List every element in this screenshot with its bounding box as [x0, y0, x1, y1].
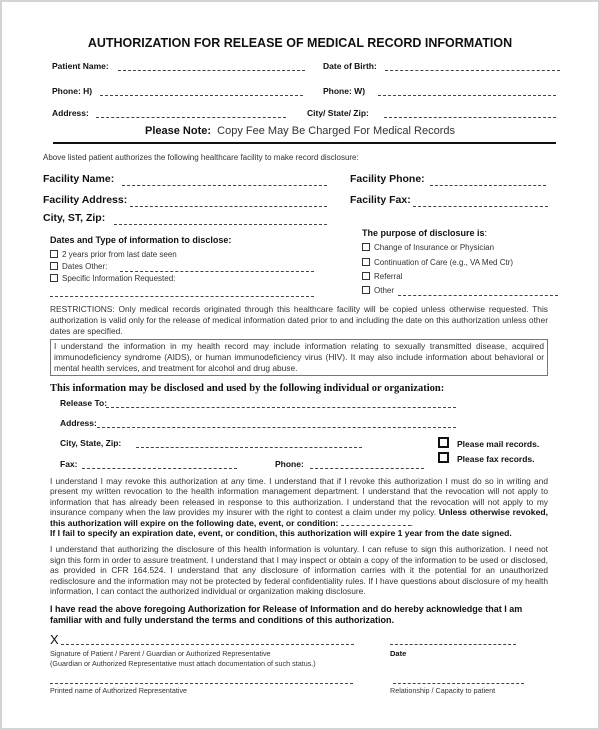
facility-address-label: Facility Address:: [43, 194, 128, 206]
recipient-fax-label: Fax:: [60, 459, 78, 469]
option-label: Please fax records.: [457, 454, 535, 464]
relationship-field[interactable]: [393, 683, 524, 684]
note-bold: Please Note:: [145, 125, 212, 137]
purpose-option-insurance[interactable]: [362, 243, 494, 252]
purpose-other-field[interactable]: [398, 295, 558, 296]
purpose-colon: :: [484, 228, 488, 238]
checkbox-icon[interactable]: [438, 452, 449, 463]
checkbox-icon[interactable]: [50, 274, 58, 282]
signature-x-mark: X: [50, 631, 59, 647]
option-label: Dates Other:: [62, 262, 108, 271]
recipient-address-label: Address:: [60, 418, 97, 428]
signature-section: [50, 630, 548, 696]
phone-work-label: Phone: W): [323, 86, 366, 96]
checkbox-icon[interactable]: [362, 258, 370, 266]
expiration-condition-text: Unless otherwise revoked, this authorization will expire on the following date, event, or condition:: [50, 507, 549, 528]
expiration-field[interactable]: [341, 525, 411, 526]
dob-label: Date of Birth:: [323, 61, 377, 71]
purpose-heading-text: The purpose of disclosure is: [362, 228, 485, 238]
facility-fax-label: Facility Fax:: [350, 194, 411, 206]
patient-name-label: Patient Name:: [52, 61, 109, 71]
city-state-zip-label: City/ State/ Zip:: [307, 108, 369, 118]
dob-field[interactable]: [385, 70, 560, 71]
signature-label: Signature of Patient / Parent / Guardian or Authorized Representative: [50, 648, 271, 658]
recipient-address-field[interactable]: [97, 427, 456, 428]
release-to-field[interactable]: [106, 407, 456, 408]
specific-info-field[interactable]: [50, 296, 314, 297]
mail-records-option[interactable]: [438, 437, 539, 449]
option-label: Please mail records.: [457, 439, 540, 449]
facility-name-field[interactable]: [122, 185, 327, 186]
revocation-text: I understand I may revoke this authorization at any time. I understand that if I revoke this authorization I must do so in writing and present my written revocation to the health information management department. I understand that the revocation will not apply to information that has already been released in response to this authorization. I understand that the revocation will not apply to my insurance company when the law provides my insurer with the right to contest a claim under my policy.: [50, 476, 548, 518]
recipient-city-label: City, State, Zip:: [60, 438, 122, 448]
checkbox-icon[interactable]: [438, 437, 449, 448]
purpose-option-continuation[interactable]: [362, 258, 513, 267]
facility-name-label: Facility Name:: [43, 173, 115, 185]
option-label: 2 years prior from last date seen: [62, 250, 177, 259]
checkbox-icon[interactable]: [362, 286, 370, 294]
relationship-label: Relationship / Capacity to patient: [390, 685, 496, 695]
recipient-fax-field[interactable]: [82, 468, 237, 469]
recipient-heading: This information may be disclosed and used by the following individual or organization:: [50, 383, 445, 394]
option-label: Referral: [374, 272, 403, 281]
date-label: Date: [390, 648, 407, 658]
sensitive-info-notice: I understand the information in my health record may include information relating to sexually transmitted disease, acquired immunodeficiency syndrome (AIDS), or human immunodeficiency virus (HIV). It may also include information about behavioral or mental health services, and treatment for alcohol and drug abuse.: [50, 339, 548, 376]
facility-address-field[interactable]: [130, 206, 327, 207]
printed-name-field[interactable]: [50, 683, 353, 684]
city-state-zip-field[interactable]: [384, 117, 556, 118]
acknowledgement-text: I have read the above foregoing Authorization for Release of Information and do hereby acknowledge that I am familiar with and fully understand the terms and conditions of this authorization.: [50, 603, 523, 625]
release-to-label: Release To:: [60, 398, 108, 408]
form-title: AUTHORIZATION FOR RELEASE OF MEDICAL RECORD INFORMATION: [87, 36, 513, 50]
recipient-phone-field[interactable]: [310, 468, 424, 469]
date-field[interactable]: [390, 644, 516, 645]
facility-city-field[interactable]: [114, 224, 327, 225]
copy-fee-note: [0, 125, 600, 137]
facility-phone-label: Facility Phone:: [350, 173, 425, 185]
divider: [53, 142, 556, 144]
revocation-paragraph: I understand I may revoke this authorization at any time. I understand that if I revoke this authorization I must do so in writing and present my written revocation to the health information management department. I understand that the revocation will not apply to information that has already been released in response to this authorization. I understand that the revocation will not apply to my insurance company when the law provides my insurer with the right to contest a claim under my policy. Unless otherwise revoked, this authorization will expire on the following date, event, or condition: . If I fail to specify an expiration date, event, or condition, this authorization will expire 1 year from the date signed.: [50, 476, 549, 539]
checkbox-icon[interactable]: [362, 243, 370, 251]
option-label: Change of Insurance or Physician: [374, 243, 495, 252]
checkbox-icon[interactable]: [50, 262, 58, 270]
printed-name-label: Printed name of Authorized Representative: [50, 685, 188, 695]
option-label: Other: [374, 286, 395, 295]
signature-note: (Guardian or Authorized Representative must attach documentation of such status.): [50, 658, 316, 668]
purpose-heading: [362, 228, 487, 238]
checkbox-icon[interactable]: [362, 272, 370, 280]
purpose-option-other[interactable]: [362, 286, 394, 295]
recipient-phone-label: Phone:: [275, 459, 304, 469]
signature-field[interactable]: [61, 644, 354, 645]
address-label: Address:: [52, 108, 89, 118]
dates-option-specific[interactable]: [50, 274, 175, 283]
address-field[interactable]: [96, 117, 286, 118]
note-text: Copy Fee May Be Charged For Medical Records: [217, 125, 455, 137]
phone-home-label: Phone: H): [52, 86, 93, 96]
lower-section: [50, 304, 548, 696]
fax-records-option[interactable]: [438, 452, 535, 464]
restrictions-text: RESTRICTIONS: Only medical records originated through this healthcare facility will be copied unless otherwise requested. This authorization is valid only for the release of medical information dated prior to and including the date on this authorization unless other dates are specified.: [50, 304, 548, 336]
facility-phone-field[interactable]: [430, 185, 546, 186]
checkbox-icon[interactable]: [50, 250, 58, 258]
option-label: Continuation of Care (e.g., VA Med Ctr): [374, 258, 514, 267]
facility-city-label: City, ST, Zip:: [43, 212, 106, 224]
recipient-section: [50, 394, 548, 474]
dates-option-other[interactable]: [50, 262, 107, 271]
dates-other-field[interactable]: [120, 271, 314, 272]
purpose-option-referral[interactable]: [362, 272, 402, 281]
dates-option-2-years[interactable]: [50, 250, 177, 259]
facility-fax-field[interactable]: [413, 206, 548, 207]
phone-home-field[interactable]: [100, 95, 303, 96]
phone-work-field[interactable]: [378, 95, 556, 96]
recipient-city-field[interactable]: [136, 447, 362, 448]
default-expiration-text: If I fail to specify an expiration date, event, or condition, this authorization will expire 1 year from the date signed.: [50, 528, 512, 539]
patient-name-field[interactable]: [118, 70, 305, 71]
dates-heading: Dates and Type of information to disclose:: [50, 235, 232, 245]
voluntary-paragraph: I understand that authorizing the disclosure of this health information is voluntary. I can refuse to sign this authorization. I need not sign this form in order to assure treatment. I understand that I may inspect or obtain a copy of the information to be used or disclosed, as provided in CFR 164.524. I understand that any disclosure of information carries with it the potential for an unauthorized redisclosure and the information may not be protected by federal confidentiality rules. If I have questions about disclosure of my health information, I can contact the authorized individual or organization making disclosure.: [50, 544, 548, 597]
intro-text: Above listed patient authorizes the following healthcare facility to make record disclosure:: [43, 153, 359, 162]
option-label: Specific Information Requested:: [62, 274, 176, 283]
